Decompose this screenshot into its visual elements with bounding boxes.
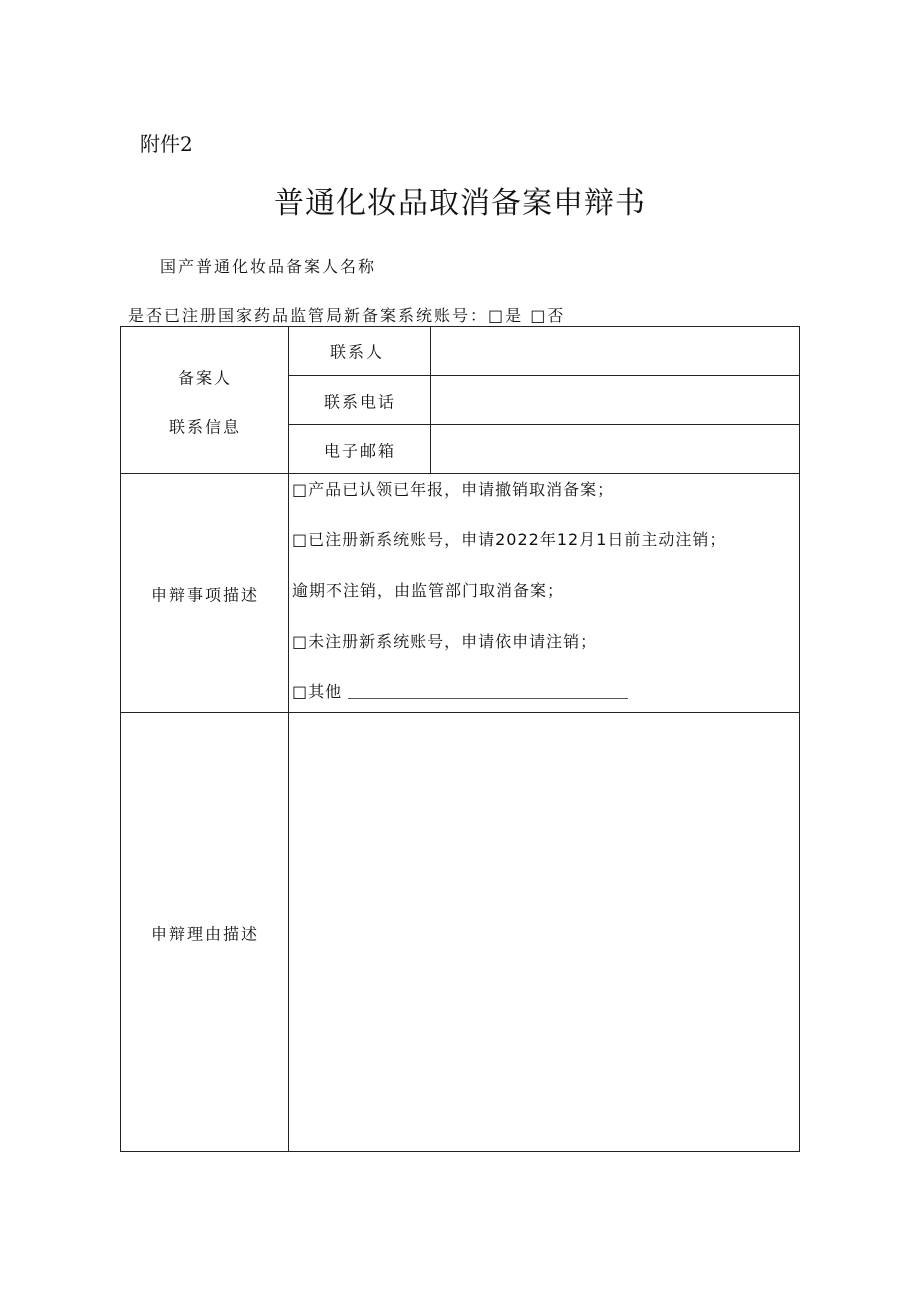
contact-phone-label: 联系电话: [323, 392, 397, 412]
option-other[interactable]: [292, 679, 628, 702]
applicant-name-label: 国产普通化妆品备案人名称: [160, 257, 377, 276]
matter-section-label: 申辩事项描述: [150, 585, 260, 605]
row-divider-section-1: [120, 473, 800, 474]
contact-section-label-line2: 联系信息: [168, 417, 242, 437]
column-divider-contact: [430, 326, 431, 474]
reason-section-label: 申辩理由描述: [150, 924, 260, 944]
option-other-blank[interactable]: [348, 698, 628, 699]
column-divider-left: [288, 326, 289, 1152]
option-voluntary-deregistration[interactable]: □已注册新系统账号，申请2022年12月1日前主动注销；: [292, 530, 727, 549]
contact-section-label-line1: 备案人: [177, 368, 233, 388]
email-label: 电子邮箱: [323, 441, 397, 461]
option-revoke-cancellation[interactable]: □产品已认领已年报，申请撤销取消备案；: [292, 480, 615, 499]
option-deregistration-on-request[interactable]: □未注册新系统账号，申请依申请注销；: [292, 632, 598, 651]
contact-person-label: 联系人: [329, 342, 385, 362]
appeal-form-table: [120, 326, 800, 1152]
option-overdue-note: 逾期不注销，由监管部门取消备案；: [292, 581, 565, 600]
option-other-label: □其他: [292, 682, 343, 701]
account-registration-question: 是否已注册国家药品监管局新备案系统账号：□是 □否: [128, 306, 566, 325]
row-divider-contact-1: [288, 375, 800, 376]
document-title: 普通化妆品取消备案申辩书: [274, 186, 646, 221]
attachment-label: 附件2: [140, 132, 193, 156]
row-divider-contact-2: [288, 424, 800, 425]
row-divider-section-2: [120, 712, 800, 713]
